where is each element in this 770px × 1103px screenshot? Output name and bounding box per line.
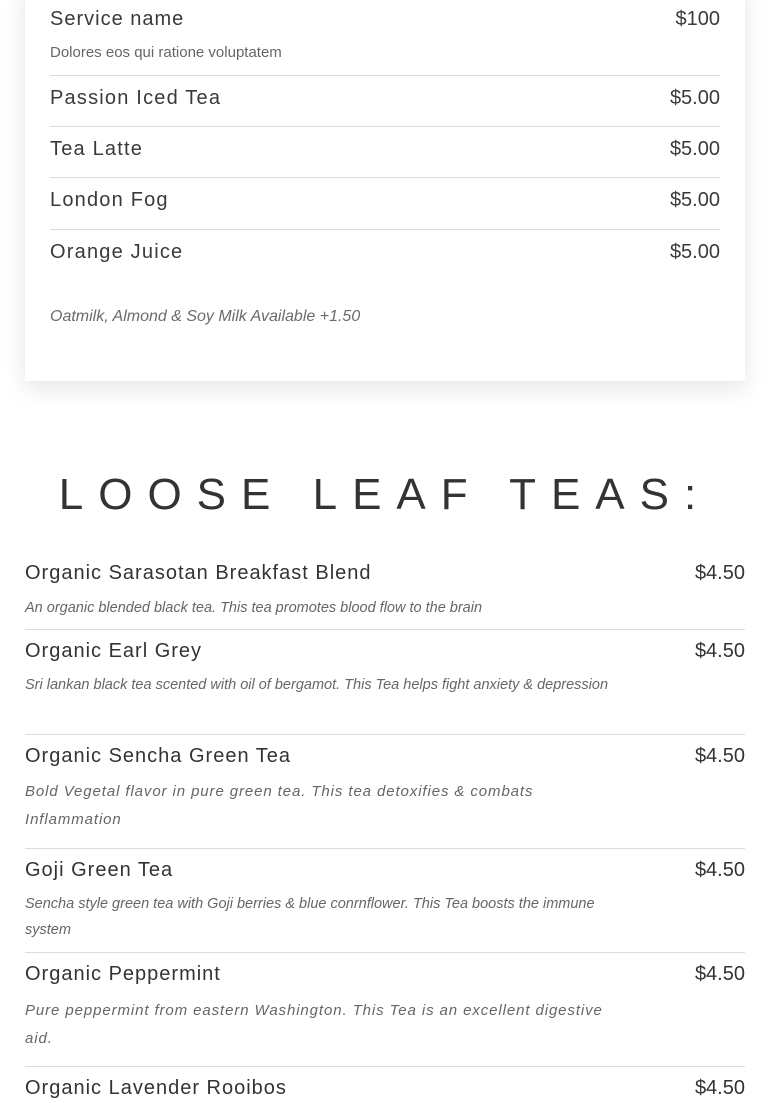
tea-name: Organic Sarasotan Breakfast Blend bbox=[25, 562, 372, 584]
drink-item bbox=[50, 75, 720, 126]
tea-price: $4.50 bbox=[694, 859, 745, 881]
tea-price: $4.50 bbox=[694, 640, 745, 662]
divider bbox=[25, 629, 745, 630]
tea-description: Sencha style green tea with Goji berries & blue conrnflower. This Tea boosts the immune system bbox=[25, 896, 595, 938]
tea-price: $4.50 bbox=[694, 745, 745, 767]
service-name: Service name bbox=[50, 8, 185, 30]
tea-item bbox=[25, 561, 745, 629]
drink-price: $5.00 bbox=[669, 189, 720, 211]
tea-item bbox=[25, 952, 745, 1066]
divider bbox=[50, 126, 720, 127]
tea-description: Bold Vegetal flavor in pure green tea. This tea detoxifies & combats Inflammation bbox=[25, 783, 534, 828]
divider bbox=[25, 952, 745, 953]
divider bbox=[50, 229, 720, 230]
section-title: LOOSE LEAF TEAS: bbox=[58, 470, 712, 519]
tea-item bbox=[25, 734, 745, 848]
divider bbox=[25, 1066, 745, 1067]
tea-description: Sri lankan black tea scented with oil of bergamot. This Tea helps fight anxiety & depression bbox=[25, 677, 609, 693]
divider bbox=[50, 75, 720, 76]
divider bbox=[25, 734, 745, 735]
service-price: $100 bbox=[675, 8, 720, 30]
tea-price: $4.50 bbox=[694, 562, 745, 584]
tea-price: $4.50 bbox=[694, 1077, 745, 1099]
tea-name: Goji Green Tea bbox=[25, 859, 174, 881]
drink-name: Passion Iced Tea bbox=[50, 87, 222, 109]
drink-name: Orange Juice bbox=[50, 241, 184, 263]
tea-item bbox=[25, 629, 745, 734]
tea-description: An organic blended black tea. This tea promotes blood flow to the brain bbox=[25, 600, 483, 616]
drink-name: London Fog bbox=[50, 189, 169, 211]
divider bbox=[50, 177, 720, 178]
service-row bbox=[50, 8, 720, 32]
tea-item bbox=[25, 848, 745, 952]
drink-price: $5.00 bbox=[669, 87, 720, 109]
tea-price: $4.50 bbox=[694, 963, 745, 985]
milk-options-note: Oatmilk, Almond & Soy Milk Available +1.50 bbox=[50, 308, 361, 325]
drink-item bbox=[50, 126, 720, 177]
drink-item bbox=[50, 177, 720, 228]
drinks-card bbox=[25, 0, 745, 381]
drink-price: $5.00 bbox=[669, 241, 720, 263]
tea-name: Organic Lavender Rooibos bbox=[25, 1077, 287, 1099]
divider bbox=[25, 848, 745, 849]
drink-price: $5.00 bbox=[669, 138, 720, 160]
drink-item bbox=[50, 229, 720, 280]
tea-name: Organic Sencha Green Tea bbox=[25, 745, 292, 767]
service-description: Dolores eos qui ratione voluptatem bbox=[50, 44, 282, 61]
drink-name: Tea Latte bbox=[50, 138, 144, 160]
tea-description: Pure peppermint from eastern Washington. This Tea is an excellent digestive aid. bbox=[25, 1002, 603, 1047]
tea-item bbox=[25, 1066, 745, 1103]
tea-name: Organic Peppermint bbox=[25, 963, 221, 985]
tea-name: Organic Earl Grey bbox=[25, 640, 203, 662]
